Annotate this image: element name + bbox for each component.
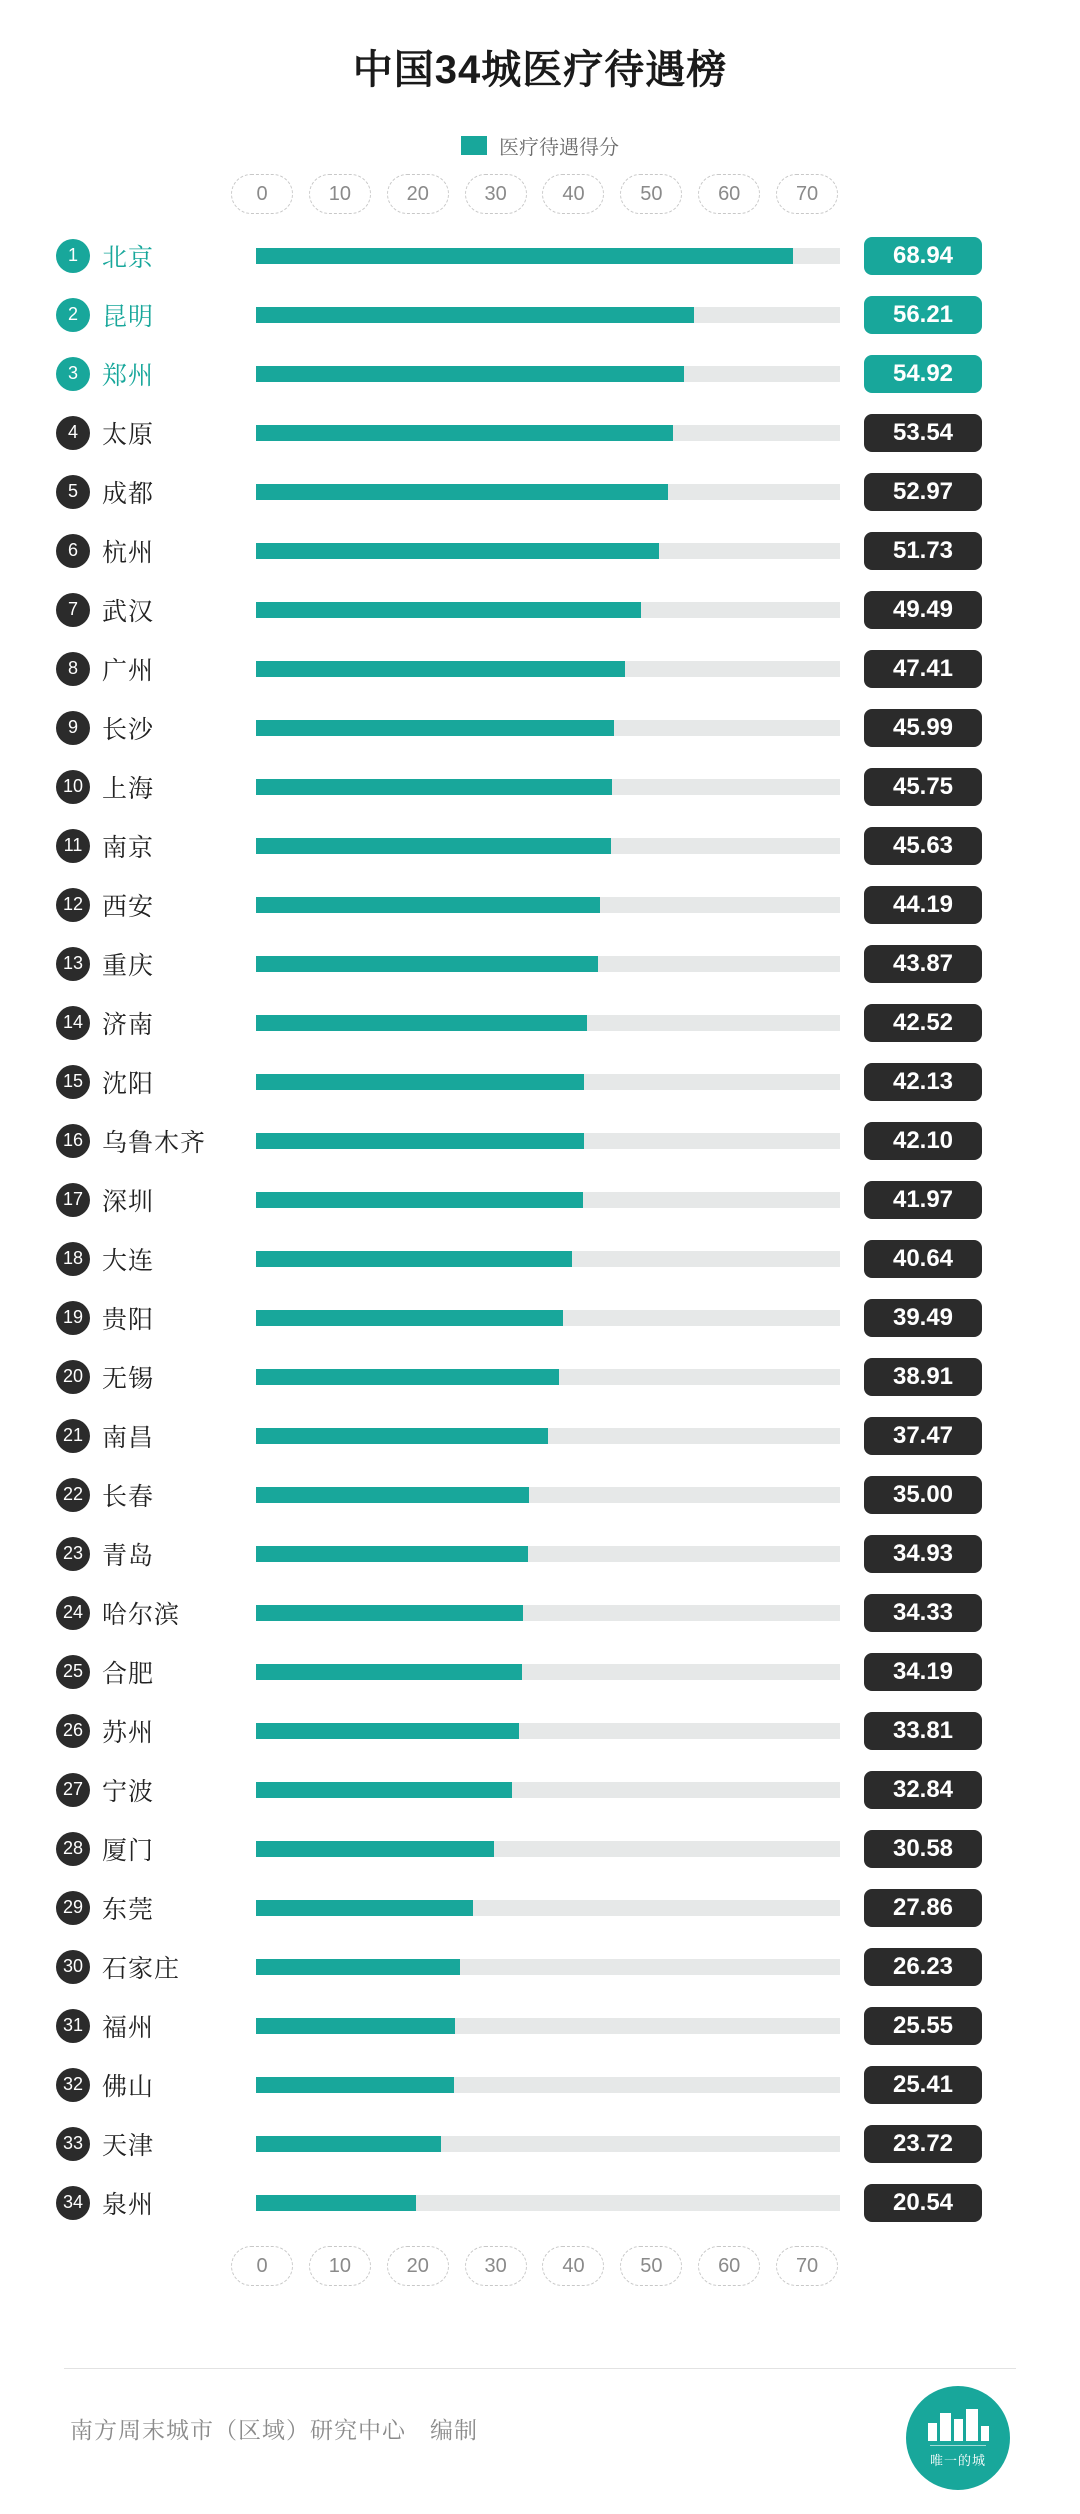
bar-track xyxy=(256,2136,840,2152)
city-label: 贵阳 xyxy=(102,1305,155,1334)
bar-fill xyxy=(256,1074,584,1090)
bar-fill xyxy=(256,838,611,854)
axis-tick-40: 40 xyxy=(542,2246,604,2286)
rank-badge: 21 xyxy=(56,1419,90,1453)
table-row xyxy=(0,403,1080,462)
page-title: 中国34城医疗待遇榜 xyxy=(352,48,728,92)
bar-fill xyxy=(256,897,600,913)
bar-fill xyxy=(256,2018,455,2034)
value-badge: 45.99 xyxy=(864,709,982,747)
rank-badge: 30 xyxy=(56,1950,90,1984)
rank-badge: 9 xyxy=(56,711,90,745)
rank-badge: 3 xyxy=(56,357,90,391)
axis-tick-40: 40 xyxy=(542,174,604,214)
bar-track xyxy=(256,484,840,500)
table-row xyxy=(0,1642,1080,1701)
value-badge: 33.81 xyxy=(864,1712,982,1750)
value-badge: 54.92 xyxy=(864,355,982,393)
table-row xyxy=(0,580,1080,639)
city-label: 杭州 xyxy=(102,538,155,567)
city-label: 石家庄 xyxy=(102,1954,181,1983)
bar-fill xyxy=(256,1782,512,1798)
rank-badge: 33 xyxy=(56,2127,90,2161)
rank-badge: 5 xyxy=(56,475,90,509)
value-badge: 34.33 xyxy=(864,1594,982,1632)
table-row xyxy=(0,1937,1080,1996)
bar-track xyxy=(256,720,840,736)
ranking-rows xyxy=(0,226,1080,2232)
bar-fill xyxy=(256,2195,416,2211)
city-label: 昆明 xyxy=(102,302,155,331)
table-row xyxy=(0,462,1080,521)
bar-track xyxy=(256,1546,840,1562)
value-badge: 56.21 xyxy=(864,296,982,334)
table-row xyxy=(0,1819,1080,1878)
table-row xyxy=(0,993,1080,1052)
bar-fill xyxy=(256,720,614,736)
bar-track xyxy=(256,838,840,854)
axis-tick-60: 60 xyxy=(698,174,760,214)
rank-badge: 18 xyxy=(56,1242,90,1276)
bar-fill xyxy=(256,1487,529,1503)
city-label: 济南 xyxy=(102,1010,155,1039)
city-label: 上海 xyxy=(102,774,155,803)
bar-fill xyxy=(256,661,625,677)
city-label: 苏州 xyxy=(102,1718,155,1747)
table-row xyxy=(0,344,1080,403)
rank-badge: 23 xyxy=(56,1537,90,1571)
axis-tick-50: 50 xyxy=(620,2246,682,2286)
rank-badge: 6 xyxy=(56,534,90,568)
bar-track xyxy=(256,1133,840,1149)
bar-track xyxy=(256,307,840,323)
bar-fill xyxy=(256,1723,519,1739)
bar-track xyxy=(256,1015,840,1031)
city-label: 沈阳 xyxy=(102,1069,155,1098)
city-label: 郑州 xyxy=(102,361,155,390)
rank-badge: 19 xyxy=(56,1301,90,1335)
bar-track xyxy=(256,425,840,441)
table-row xyxy=(0,1406,1080,1465)
bar-track xyxy=(256,2018,840,2034)
bar-track xyxy=(256,2077,840,2093)
rank-badge: 20 xyxy=(56,1360,90,1394)
bar-track xyxy=(256,1251,840,1267)
bar-fill xyxy=(256,1133,584,1149)
value-badge: 40.64 xyxy=(864,1240,982,1278)
bar-track xyxy=(256,1074,840,1090)
rank-badge: 2 xyxy=(56,298,90,332)
table-row xyxy=(0,698,1080,757)
value-badge: 41.97 xyxy=(864,1181,982,1219)
table-row xyxy=(0,1052,1080,1111)
table-row xyxy=(0,1701,1080,1760)
bar-track xyxy=(256,1959,840,1975)
city-label: 合肥 xyxy=(102,1659,155,1688)
city-label: 厦门 xyxy=(102,1836,155,1865)
value-badge: 42.52 xyxy=(864,1004,982,1042)
value-badge: 35.00 xyxy=(864,1476,982,1514)
bar-fill xyxy=(256,1546,528,1562)
rank-badge: 4 xyxy=(56,416,90,450)
rank-badge: 15 xyxy=(56,1065,90,1099)
city-label: 青岛 xyxy=(102,1541,155,1570)
axis-tick-0: 0 xyxy=(231,174,293,214)
bar-fill xyxy=(256,1605,523,1621)
table-row xyxy=(0,816,1080,875)
value-badge: 23.72 xyxy=(864,2125,982,2163)
badge-label: 唯一的城 xyxy=(930,2445,986,2469)
bar-fill xyxy=(256,1959,460,1975)
table-row xyxy=(0,226,1080,285)
bar-fill xyxy=(256,2136,441,2152)
rank-badge: 29 xyxy=(56,1891,90,1925)
value-badge: 52.97 xyxy=(864,473,982,511)
axis-tick-70: 70 xyxy=(776,174,838,214)
footer xyxy=(0,2324,1080,2514)
rank-badge: 14 xyxy=(56,1006,90,1040)
bar-track xyxy=(256,1487,840,1503)
bar-fill xyxy=(256,484,668,500)
value-badge: 20.54 xyxy=(864,2184,982,2222)
bar-fill xyxy=(256,1251,572,1267)
bar-track xyxy=(256,248,840,264)
footer-divider xyxy=(64,2368,1016,2369)
table-row xyxy=(0,2173,1080,2232)
rank-badge: 7 xyxy=(56,593,90,627)
bar-fill xyxy=(256,956,598,972)
city-skyline-icon xyxy=(928,2407,989,2441)
city-label: 长春 xyxy=(102,1482,155,1511)
axis-tick-50: 50 xyxy=(620,174,682,214)
axis-tick-10: 10 xyxy=(309,174,371,214)
value-badge: 30.58 xyxy=(864,1830,982,1868)
value-badge: 25.55 xyxy=(864,2007,982,2045)
rank-badge: 32 xyxy=(56,2068,90,2102)
bar-track xyxy=(256,1841,840,1857)
rank-badge: 28 xyxy=(56,1832,90,1866)
table-row xyxy=(0,1878,1080,1937)
table-row xyxy=(0,521,1080,580)
value-badge: 38.91 xyxy=(864,1358,982,1396)
city-label: 哈尔滨 xyxy=(102,1600,181,1629)
value-badge: 49.49 xyxy=(864,591,982,629)
table-row xyxy=(0,1170,1080,1229)
bar-track xyxy=(256,1782,840,1798)
city-label: 南昌 xyxy=(102,1423,155,1452)
city-label: 重庆 xyxy=(102,951,155,980)
bar-fill xyxy=(256,779,612,795)
rank-badge: 10 xyxy=(56,770,90,804)
value-badge: 53.54 xyxy=(864,414,982,452)
bar-track xyxy=(256,1664,840,1680)
bar-fill xyxy=(256,1841,494,1857)
city-label: 无锡 xyxy=(102,1364,155,1393)
city-label: 佛山 xyxy=(102,2072,155,2101)
value-badge: 39.49 xyxy=(864,1299,982,1337)
bar-track xyxy=(256,1369,840,1385)
bar-track xyxy=(256,2195,840,2211)
axis-tick-0: 0 xyxy=(231,2246,293,2286)
axis-tick-70: 70 xyxy=(776,2246,838,2286)
value-badge: 44.19 xyxy=(864,886,982,924)
bar-fill xyxy=(256,1900,473,1916)
rank-badge: 31 xyxy=(56,2009,90,2043)
table-row xyxy=(0,2114,1080,2173)
rank-badge: 1 xyxy=(56,239,90,273)
bar-fill xyxy=(256,1192,583,1208)
bar-track xyxy=(256,1900,840,1916)
axis-tick-60: 60 xyxy=(698,2246,760,2286)
bar-fill xyxy=(256,248,793,264)
city-label: 泉州 xyxy=(102,2190,155,2219)
legend-label: 医疗待遇得分 xyxy=(499,137,619,159)
bar-fill xyxy=(256,1428,548,1444)
value-badge: 25.41 xyxy=(864,2066,982,2104)
value-badge: 51.73 xyxy=(864,532,982,570)
city-label: 广州 xyxy=(102,656,155,685)
rank-badge: 26 xyxy=(56,1714,90,1748)
city-label: 西安 xyxy=(102,892,155,921)
value-badge: 32.84 xyxy=(864,1771,982,1809)
city-label: 成都 xyxy=(102,479,155,508)
bar-track xyxy=(256,543,840,559)
bar-track xyxy=(256,1428,840,1444)
bar-track xyxy=(256,366,840,382)
bar-fill xyxy=(256,366,684,382)
rank-badge: 12 xyxy=(56,888,90,922)
axis-tick-20: 20 xyxy=(387,174,449,214)
city-label: 太原 xyxy=(102,420,155,449)
rank-badge: 11 xyxy=(56,829,90,863)
value-badge: 42.10 xyxy=(864,1122,982,1160)
value-badge: 45.63 xyxy=(864,827,982,865)
city-label: 武汉 xyxy=(102,597,155,626)
rank-badge: 8 xyxy=(56,652,90,686)
table-row xyxy=(0,1465,1080,1524)
bar-fill xyxy=(256,1369,559,1385)
table-row xyxy=(0,1111,1080,1170)
table-row xyxy=(0,1288,1080,1347)
value-badge: 68.94 xyxy=(864,237,982,275)
city-label: 福州 xyxy=(102,2013,155,2042)
bar-fill xyxy=(256,2077,454,2093)
bar-fill xyxy=(256,1310,563,1326)
city-label: 乌鲁木齐 xyxy=(102,1128,207,1157)
value-badge: 34.93 xyxy=(864,1535,982,1573)
value-badge: 37.47 xyxy=(864,1417,982,1455)
bar-track xyxy=(256,602,840,618)
bar-track xyxy=(256,897,840,913)
rank-badge: 25 xyxy=(56,1655,90,1689)
bar-fill xyxy=(256,602,641,618)
axis-tick-10: 10 xyxy=(309,2246,371,2286)
axis-tick-20: 20 xyxy=(387,2246,449,2286)
axis-tick-30: 30 xyxy=(465,174,527,214)
city-label: 东莞 xyxy=(102,1895,155,1924)
value-badge: 26.23 xyxy=(864,1948,982,1986)
city-label: 宁波 xyxy=(102,1777,155,1806)
bar-fill xyxy=(256,1664,522,1680)
bar-fill xyxy=(256,543,659,559)
table-row xyxy=(0,934,1080,993)
bar-track xyxy=(256,1192,840,1208)
axis-bottom xyxy=(0,2246,1080,2292)
table-row xyxy=(0,1583,1080,1642)
city-label: 天津 xyxy=(102,2131,155,2160)
city-label: 南京 xyxy=(102,833,155,862)
value-badge: 43.87 xyxy=(864,945,982,983)
rank-badge: 27 xyxy=(56,1773,90,1807)
value-badge: 42.13 xyxy=(864,1063,982,1101)
table-row xyxy=(0,1347,1080,1406)
bar-fill xyxy=(256,425,673,441)
bar-track xyxy=(256,779,840,795)
chart-legend xyxy=(0,131,1080,160)
rank-badge: 16 xyxy=(56,1124,90,1158)
axis-tick-30: 30 xyxy=(465,2246,527,2286)
bar-fill xyxy=(256,1015,587,1031)
rank-badge: 34 xyxy=(56,2186,90,2220)
credit-text: 南方周末城市（区域）研究中心 编制 xyxy=(70,2417,478,2443)
table-row xyxy=(0,1996,1080,2055)
publisher-badge xyxy=(906,2386,1010,2490)
table-row xyxy=(0,1760,1080,1819)
table-row xyxy=(0,757,1080,816)
value-badge: 34.19 xyxy=(864,1653,982,1691)
legend-swatch-icon xyxy=(461,136,487,155)
bar-track xyxy=(256,1723,840,1739)
rank-badge: 17 xyxy=(56,1183,90,1217)
bar-track xyxy=(256,1605,840,1621)
rank-badge: 24 xyxy=(56,1596,90,1630)
table-row xyxy=(0,875,1080,934)
bar-track xyxy=(256,1310,840,1326)
bar-track xyxy=(256,661,840,677)
table-row xyxy=(0,1229,1080,1288)
city-label: 长沙 xyxy=(102,715,155,744)
table-row xyxy=(0,285,1080,344)
table-row xyxy=(0,1524,1080,1583)
city-label: 北京 xyxy=(102,243,155,272)
rank-badge: 13 xyxy=(56,947,90,981)
table-row xyxy=(0,639,1080,698)
value-badge: 45.75 xyxy=(864,768,982,806)
value-badge: 47.41 xyxy=(864,650,982,688)
city-label: 深圳 xyxy=(102,1187,155,1216)
value-badge: 27.86 xyxy=(864,1889,982,1927)
axis-top xyxy=(0,174,1080,220)
city-label: 大连 xyxy=(102,1246,155,1275)
bar-fill xyxy=(256,307,694,323)
bar-track xyxy=(256,956,840,972)
table-row xyxy=(0,2055,1080,2114)
rank-badge: 22 xyxy=(56,1478,90,1512)
